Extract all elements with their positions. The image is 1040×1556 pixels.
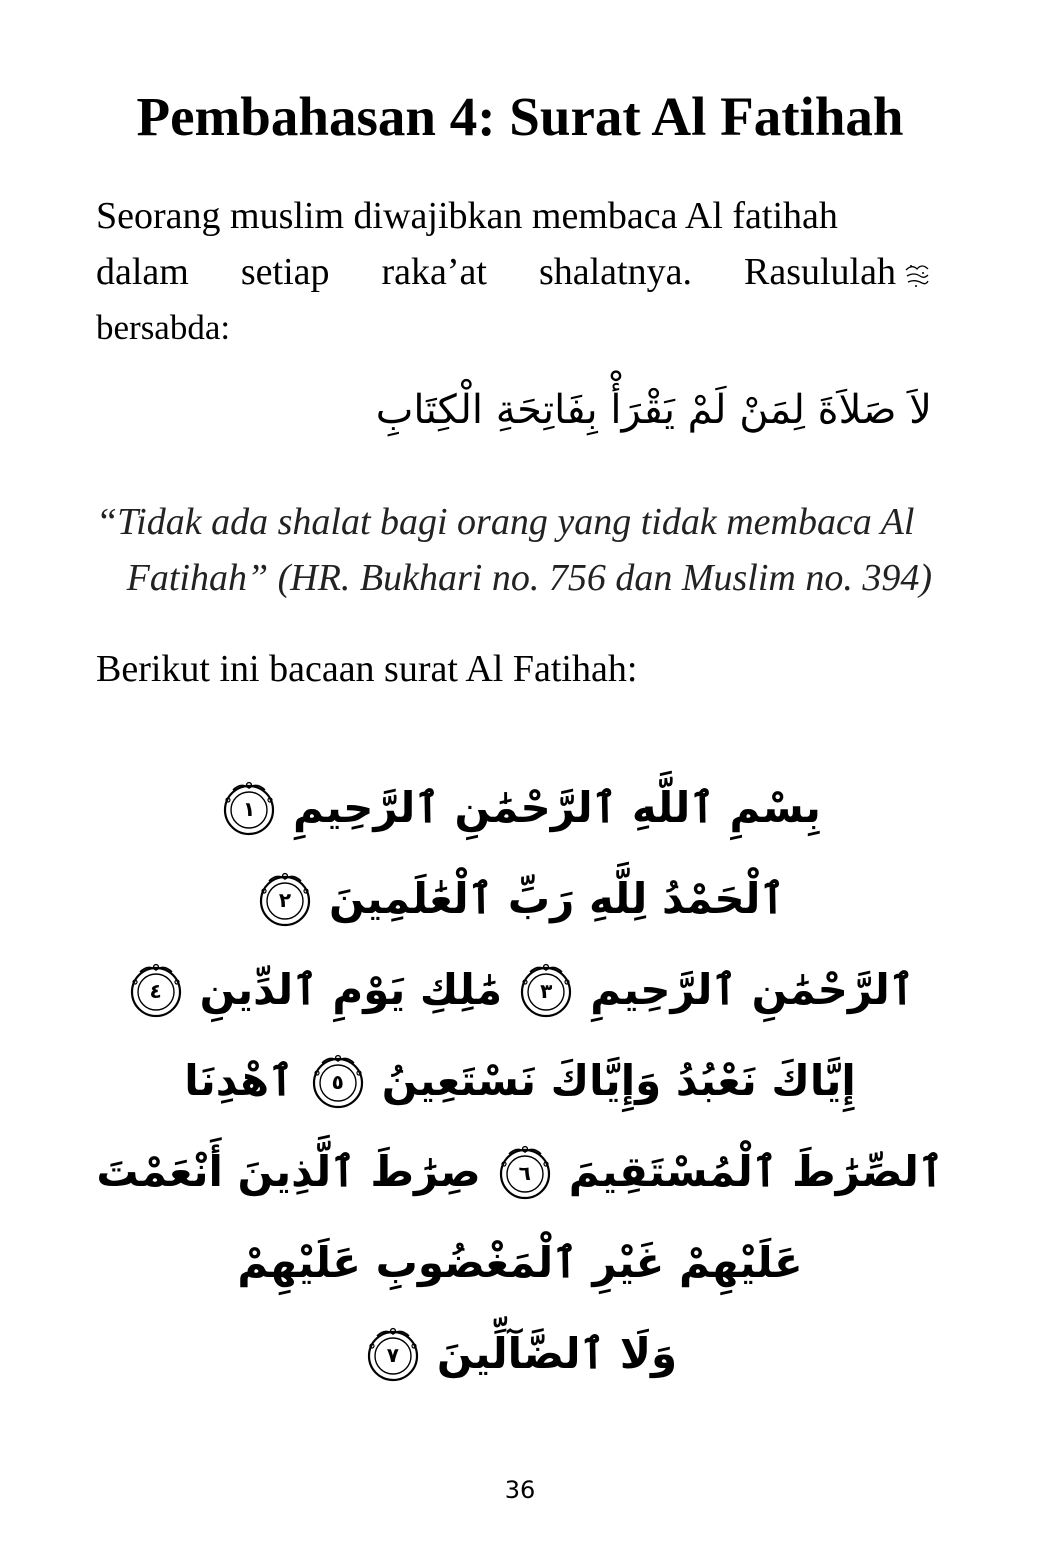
- ayah-number: ٣: [540, 978, 553, 1003]
- ayah-number-marker-icon: [219, 778, 279, 838]
- ayah-number: ٧: [386, 1342, 399, 1367]
- paragraph-line-2: [96, 244, 932, 300]
- surah-intro-text: Berikut ini bacaan surat Al Fatihah:: [96, 648, 638, 690]
- word: setiap: [240, 251, 330, 293]
- surah-line: [149, 944, 915, 1035]
- surah-line: [200, 1217, 840, 1308]
- ayah-number-marker-icon: [495, 1142, 555, 1202]
- ayah-number: ١: [242, 796, 256, 821]
- ayah-text: عَلَيْهِمْ غَيْرِ ٱلْمَغْضُوبِ عَلَيْهِمْ: [237, 1238, 803, 1287]
- ayah-text: ٱهْدِنَا: [184, 1056, 294, 1105]
- ayah-number: ٤: [149, 978, 162, 1003]
- ayah-text: ٱلْحَمْدُ لِلَّهِ رَبِّ ٱلْعَٰلَمِينَ: [328, 874, 786, 923]
- ayah-number-marker-icon: [126, 960, 186, 1020]
- ayah-number-marker-icon: [255, 869, 315, 929]
- ayah-text: صِرَٰطَ ٱلَّذِينَ أَنْعَمْتَ: [96, 1147, 481, 1196]
- ayah-number: ٦: [518, 1160, 531, 1185]
- ayah-text: وَلَا ٱلضَّآلِّينَ: [436, 1329, 678, 1378]
- paragraph-line-1: Seorang muslim diwajibkan membaca Al fatihah: [96, 195, 838, 237]
- surah-line: [200, 1308, 840, 1399]
- ayah-number-marker-icon: [516, 960, 576, 1020]
- translation-line-2: Fatihah” (HR. Bukhari no. 756 dan Muslim no. 394): [126, 557, 932, 599]
- ayah-number-marker-icon: [308, 1051, 368, 1111]
- hadith-translation: [96, 494, 932, 606]
- surah-line: [184, 1035, 856, 1126]
- surah-line: [200, 853, 840, 944]
- ayah-text: ٱلرَّحْمَٰنِ ٱلرَّحِيمِ: [590, 965, 915, 1014]
- ayah-text: إِيَّاكَ نَعْبُدُ وَإِيَّاكَ نَسْتَعِينُ: [381, 1056, 856, 1105]
- hadith-arabic-text: لاَ صَلاَةَ لِمَنْ لَمْ يَقْرَأْ بِفَاتِحَةِ الْكِتَابِ: [375, 387, 932, 433]
- ayah-number: ٥: [331, 1069, 344, 1094]
- word: raka’at: [381, 251, 487, 293]
- word: dalam: [96, 251, 189, 293]
- intro-paragraph: [96, 188, 932, 356]
- page-title: Pembahasan 4: Surat Al Fatihah: [136, 86, 904, 147]
- word: shalatnya.: [538, 251, 692, 293]
- ayah-text: ٱلصِّرَٰطَ ٱلْمُسْتَقِيمَ: [568, 1147, 944, 1196]
- ayah-number: ٢: [278, 887, 292, 912]
- page-number: 36: [504, 1476, 536, 1504]
- word: Rasululah: [743, 251, 896, 293]
- paragraph-line-3: bersabda:: [96, 308, 231, 347]
- honorific-salawat-icon: [902, 260, 932, 290]
- ayah-number-marker-icon: [363, 1324, 423, 1384]
- translation-line-1: “Tidak ada shalat bagi orang yang tidak membaca Al: [96, 501, 915, 543]
- surah-line: [200, 762, 840, 853]
- ayah-text: مَٰلِكِ يَوْمِ ٱلدِّينِ: [199, 965, 503, 1014]
- word-with-honorific: [744, 244, 932, 300]
- surah-al-fatihah: [96, 762, 944, 1399]
- ayah-text: بِسْمِ ٱللَّهِ ٱلرَّحْمَٰنِ ٱلرَّحِيمِ: [293, 783, 821, 832]
- surah-line: [96, 1126, 944, 1217]
